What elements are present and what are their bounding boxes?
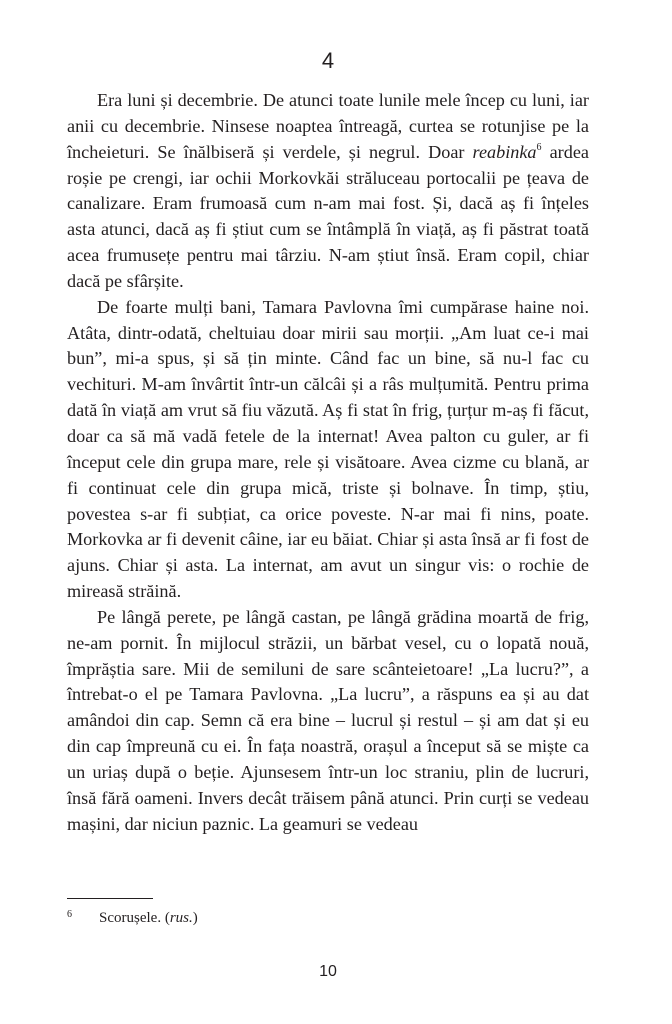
footnote-mark: 6	[67, 909, 72, 920]
footnote-italic: rus.	[169, 910, 193, 926]
body-text	[67, 88, 589, 837]
italic-term: reabinka	[472, 141, 537, 162]
paragraph-text: ardea roșie pe crengi, iar ochii Morkovkăi străluceau portocalii pe țeava de canalizare. Eram frumoasă cum n-am mai fost. Și, dacă aș fi înțeles asta atunci, dacă aș fi știut cum se întâmplă în viață, aș fi păstrat toată acea frumusețe pentru mai târziu. N-am știut însă. Eram copil, chiar dacă pe sfârșite.	[67, 141, 589, 291]
paragraph: Pe lângă perete, pe lângă castan, pe lângă grădina moartă de frig, ne-am pornit. În mijlocul străzii, un bărbat vesel, cu o lopată nouă, împrăștia sare. Mii de semiluni de sare scânteietoare! „La lucru?”, a întrebat-o el pe Tamara Pavlovna. „La lucru”, a răspuns ea și au dat amândoi din cap. Semn că era bine – lucrul și restul – și am dat și eu din cap împreună cu ei. În fața noastră, orașul a început să se miște ca un uriaș după o beție. Ajunsesem într-un loc straniu, plin de lucruri, însă fără oameni. Invers decât trăisem până atunci. Prin curți se vedeau mașini, dar niciun paznic. La geamuri se vedeau	[67, 606, 589, 834]
paragraph-text: Era luni și decembrie. De atunci toate lunile mele încep cu luni, iar anii cu decembrie. Ninsese noaptea întreagă, curtea se rotunjise pe la încheieturi. Se înălbiseră și verdele, și negrul. Doar	[67, 90, 589, 162]
footnote-reference: 6	[536, 141, 542, 153]
paragraph	[67, 88, 589, 295]
footnote-text: Scorușele. (	[99, 910, 170, 926]
footnote	[67, 906, 589, 927]
chapter-number: 4	[321, 48, 335, 73]
page-number: 10	[319, 963, 337, 980]
footnote-divider	[67, 898, 153, 899]
footnote-close: )	[192, 910, 198, 926]
paragraph: De foarte mulți bani, Tamara Pavlovna îmi cumpărase haine noi. Atâta, dintr-odată, cheltuiau doar mirii sau morții. „Am luat ce-i mai bun”, mi-a spus, și să țin minte. Când fac un bine, să nu-l fac cu vechituri. M-am învârtit într-un călcâi și a râs mulțumită. Pentru prima dată în viață am vrut să fiu văzută. Aș fi stat în frig, țurțur m-aș fi făcut, doar ca să mă vadă fetele de la internat! Avea palton cu guler, ar fi început cele din grupa mare, rele și visătoare. Avea cizme cu blană, ar fi continuat cele din grupa mică, triste și bolnave. În timp, știu, povestea s-ar fi subțiat, ca orice poveste. N-ar mai fi nins, poate. Morkovka ar fi devenit câine, iar eu băiat. Chiar și asta însă ar fi fost de ajuns. Chiar și asta. La internat, am avut un singur vis: o rochie de mireasă străină.	[67, 296, 589, 602]
